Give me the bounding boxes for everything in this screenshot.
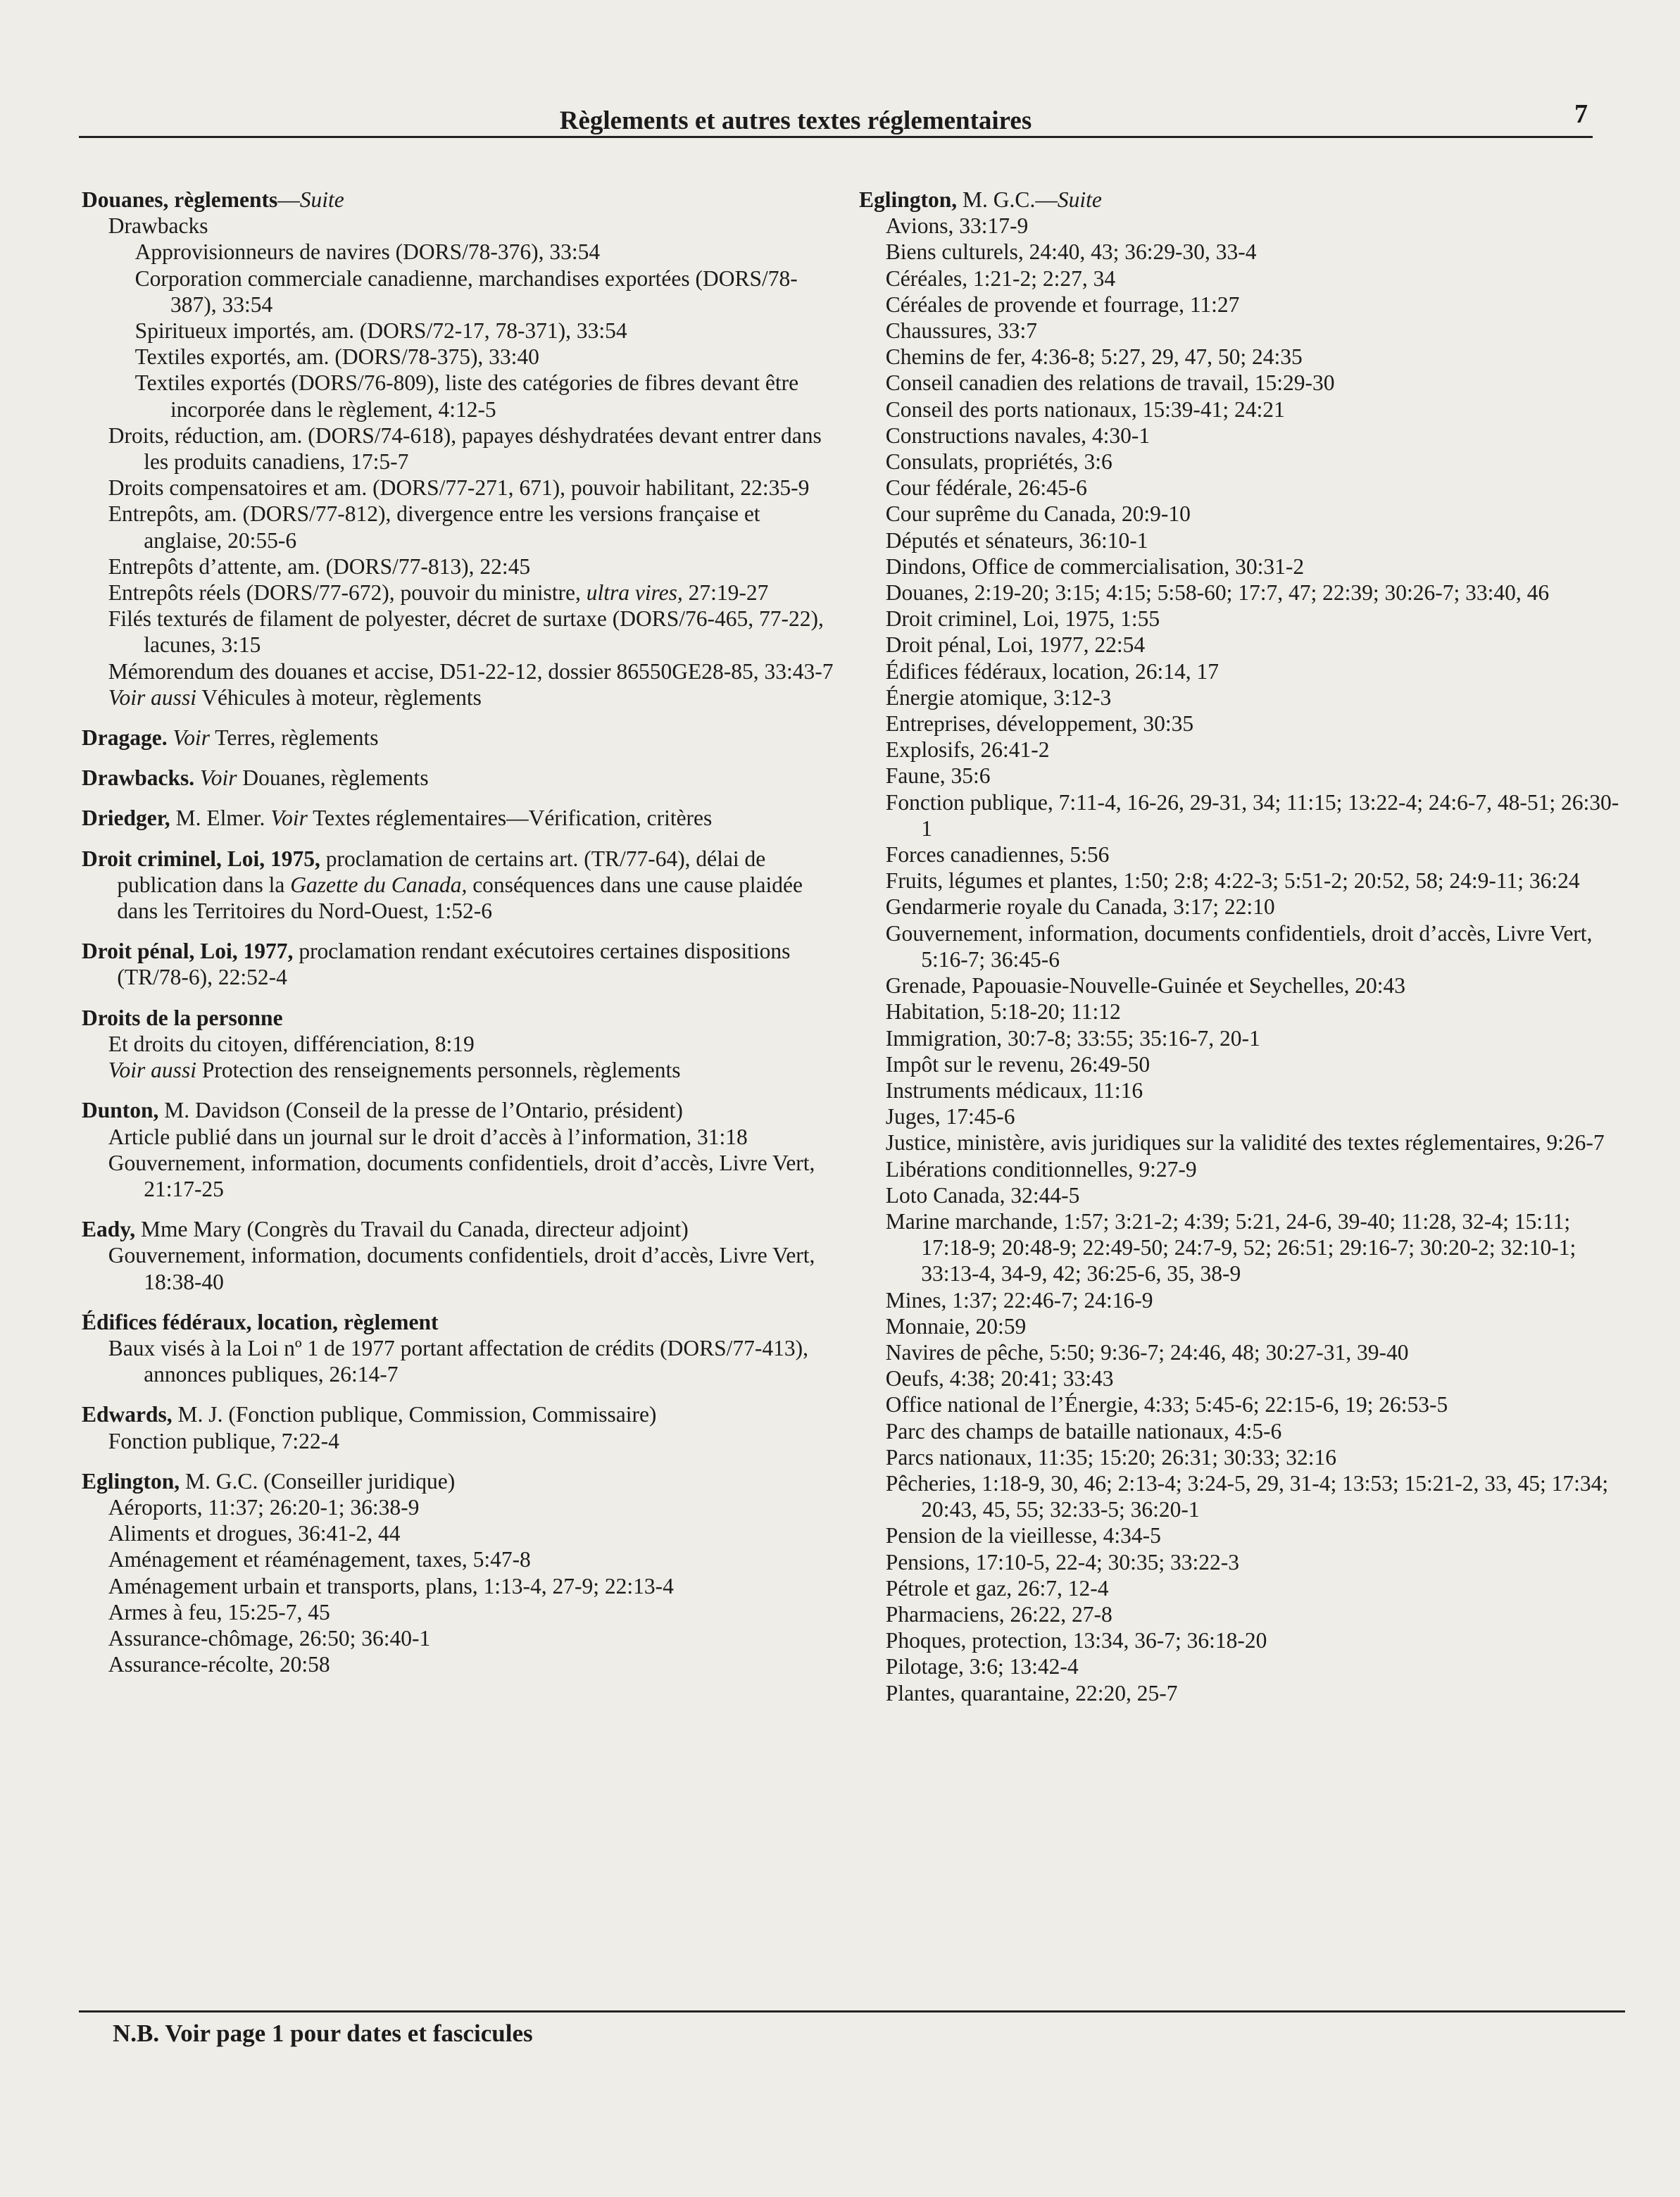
entry-text: M. G.C. (Conseiller juridique) — [180, 1468, 456, 1494]
entry-heading-text: Droit pénal, Loi, 1977, — [82, 939, 294, 964]
entry-text: proclamation de certains art. (TR/77-64), délai de publication dans la — [117, 846, 766, 897]
index-subentry — [886, 239, 1619, 265]
entry-text: M. J. (Fonction publique, Commission, Commissaire) — [172, 1402, 657, 1427]
entry-text: Aéroports, 11:37; 26:20-1; 36:38-9 — [108, 1494, 420, 1520]
index-subentry — [886, 920, 1619, 972]
entry-text: Forces canadiennes, 5:56 — [885, 842, 1110, 868]
entry-text: Fonction publique, 7:11-4, 16-26, 29-31, 34; 11:15; 13:22-4; 24:6-7, 48-51; 26:30-1 — [885, 789, 1619, 841]
index-subentry — [886, 1365, 1619, 1391]
entry-text: Chemins de fer, 4:36-8; 5:27, 29, 47, 50; 24:35 — [885, 344, 1303, 370]
entry-text: Constructions navales, 4:30-1 — [885, 423, 1151, 448]
index-subentry — [108, 684, 842, 711]
entry-text: Libérations conditionnelles, 9:27-9 — [885, 1156, 1197, 1182]
entry-italic-text: ultra vires, — [586, 580, 683, 606]
entry-text: Textiles exportés, am. (DORS/78-375), 33:40 — [134, 344, 539, 370]
index-subentry — [886, 292, 1619, 318]
entry-text: Terres, règlements — [209, 725, 379, 751]
index-subentry — [108, 1428, 842, 1454]
entry-text: Gouvernement, information, documents confidentiels, droit d’accès, Livre Vert, 5:16-7; 36:45-6 — [885, 920, 1593, 972]
entry-text: Droit criminel, Loi, 1975, 1:55 — [885, 606, 1160, 632]
entry-heading-text: Droit criminel, Loi, 1975, — [82, 846, 320, 871]
entry-text: Véhicules à moteur, règlements — [196, 684, 482, 710]
index-entry — [82, 1309, 842, 1388]
index-entry — [82, 805, 842, 831]
entry-heading-text: Douanes, règlements — [82, 187, 278, 212]
index-subentry — [135, 265, 842, 318]
entry-text: Approvisionneurs de navires (DORS/78-376), 33:54 — [134, 239, 601, 265]
entry-italic-text: Voir aussi — [108, 1058, 196, 1083]
entry-heading-text: Eglington, — [859, 187, 958, 212]
entry-text: Textiles exportés (DORS/76-809), liste des catégories de fibres devant être incorporée dans le règlement, 4:12-5 — [134, 370, 799, 422]
index-subentry — [886, 1444, 1619, 1470]
entry-text: Loto Canada, 32:44-5 — [885, 1182, 1080, 1208]
entry-heading-text: Edwards, — [82, 1402, 173, 1427]
index-subentry — [886, 527, 1619, 553]
index-entry — [82, 1005, 842, 1084]
index-subentry — [886, 763, 1619, 789]
entry-text: Droits compensatoires et am. (DORS/77-271, 671), pouvoir habilitant, 22:35-9 — [108, 475, 810, 501]
entry-text: Mme Mary (Congrès du Travail du Canada, directeur adjoint) — [135, 1217, 689, 1242]
entry-text: Spiritueux importés, am. (DORS/72-17, 78-371), 33:54 — [134, 318, 627, 344]
index-subentry — [108, 1599, 842, 1625]
entry-text: Gendarmerie royale du Canada, 3:17; 22:10 — [885, 894, 1275, 920]
index-subentry — [886, 423, 1619, 449]
entry-text: Impôt sur le revenu, 26:49-50 — [885, 1051, 1151, 1077]
index-subentry — [886, 1418, 1619, 1444]
entry-text: Dindons, Office de commercialisation, 30:31-2 — [885, 553, 1305, 579]
entry-text: 27:19-27 — [682, 580, 769, 606]
index-subentry — [886, 1680, 1619, 1706]
entry-text: Entrepôts réels (DORS/77-672), pouvoir du ministre, — [108, 580, 587, 606]
entry-text: Céréales, 1:21-2; 2:27, 34 — [885, 265, 1116, 291]
entry-text: Grenade, Papouasie-Nouvelle-Guinée et Seychelles, 20:43 — [885, 973, 1406, 999]
index-subentry — [886, 1051, 1619, 1077]
entry-text: M. Davidson (Conseil de la presse de l’Ontario, président) — [158, 1098, 683, 1123]
index-subentry — [886, 606, 1619, 632]
index-entry — [859, 187, 1619, 1706]
index-heading — [82, 805, 842, 831]
entry-text: Parcs nationaux, 11:35; 15:20; 26:31; 30:33; 32:16 — [885, 1444, 1336, 1470]
entry-text: Assurance-chômage, 26:50; 36:40-1 — [108, 1625, 431, 1651]
entry-text: Biens culturels, 24:40, 43; 36:29-30, 33-4 — [885, 239, 1257, 265]
index-subentry — [886, 1287, 1619, 1313]
index-subentry — [108, 1546, 842, 1572]
index-subentry — [108, 658, 842, 684]
index-subentry — [108, 501, 842, 553]
index-heading — [82, 1401, 842, 1427]
entry-text: Faune, 35:6 — [885, 763, 991, 789]
index-subentry — [886, 553, 1619, 580]
entry-text: Juges, 17:45-6 — [885, 1104, 1015, 1129]
index-heading — [82, 765, 842, 791]
index-subentry — [886, 1313, 1619, 1339]
index-subentry — [108, 553, 842, 580]
entry-heading-text: Eady, — [82, 1217, 136, 1242]
index-subentry — [135, 239, 842, 265]
entry-italic-text: Gazette du Canada, — [290, 872, 468, 897]
index-heading — [82, 725, 842, 751]
index-entry — [82, 846, 842, 925]
index-subentry — [886, 1103, 1619, 1129]
footnote: N.B. Voir page 1 pour dates et fascicules — [113, 2020, 533, 2047]
index-entry — [82, 1216, 842, 1295]
entry-text: Pilotage, 3:6; 13:42-4 — [885, 1654, 1079, 1679]
entry-text: Douanes, 2:19-20; 3:15; 4:15; 5:58-60; 17:7, 47; 22:39; 30:26-7; 33:40, 46 — [885, 580, 1550, 606]
index-subentry — [135, 318, 842, 344]
index-subentry — [108, 606, 842, 658]
index-heading — [82, 938, 842, 990]
entry-text: Armes à feu, 15:25-7, 45 — [108, 1599, 330, 1625]
entry-text: Députés et sénateurs, 36:10-1 — [885, 527, 1148, 553]
entry-text: Pétrole et gaz, 26:7, 12-4 — [885, 1575, 1109, 1601]
entry-text: Fruits, légumes et plantes, 1:50; 2:8; 4:22-3; 5:51-2; 20:52, 58; 24:9-11; 36:24 — [885, 868, 1580, 894]
index-subentry — [886, 999, 1619, 1025]
index-entry — [82, 1401, 842, 1453]
index-subentry — [886, 1601, 1619, 1627]
index-subentry — [886, 1182, 1619, 1208]
index-heading — [859, 187, 1619, 213]
entry-text: Pêcheries, 1:18-9, 30, 46; 2:13-4; 3:24-5, 29, 31-4; 13:53; 15:21-2, 33, 45; 17:34; 20:43, 45, 55; 32:33-5; 36:20-1 — [885, 1470, 1609, 1522]
index-heading — [82, 846, 842, 925]
index-subentry — [108, 1651, 842, 1677]
header-rule — [79, 136, 1593, 138]
index-subentry — [108, 1520, 842, 1546]
index-subentry — [135, 344, 842, 370]
entry-text: Mines, 1:37; 22:46-7; 24:16-9 — [885, 1287, 1153, 1313]
entry-text: Cour suprême du Canada, 20:9-10 — [885, 501, 1191, 527]
index-entry — [82, 765, 842, 791]
page-header-title: Règlements et autres textes réglementaires — [559, 106, 1032, 135]
index-subentry — [108, 1057, 842, 1083]
entry-text: Navires de pêche, 5:50; 9:36-7; 24:46, 48; 30:27-31, 39-40 — [885, 1339, 1409, 1365]
index-subentry — [886, 737, 1619, 763]
index-subentry — [886, 632, 1619, 658]
index-subentry — [886, 449, 1619, 475]
entry-text: Protection des renseignements personnels, règlements — [196, 1058, 681, 1083]
index-subentry — [108, 1625, 842, 1651]
entry-text: proclamation rendant exécutoires certaines dispositions (TR/78-6), 22:52-4 — [117, 939, 791, 990]
index-subentry — [886, 1627, 1619, 1653]
entry-heading-text: Driedger, — [82, 806, 170, 831]
footer-rule — [79, 2010, 1625, 2013]
entry-text: Céréales de provende et fourrage, 11:27 — [885, 292, 1240, 317]
entry-text: Phoques, protection, 13:34, 36-7; 36:18-20 — [885, 1628, 1267, 1653]
entry-text: Pension de la vieillesse, 4:34-5 — [885, 1523, 1161, 1548]
entry-heading-text: Eglington, — [82, 1468, 180, 1494]
index-heading — [82, 1005, 842, 1031]
index-subentry — [886, 1522, 1619, 1548]
entry-text: Consulats, propriétés, 3:6 — [885, 449, 1112, 475]
entry-heading-text: Dunton, — [82, 1098, 159, 1123]
index-heading — [82, 1216, 842, 1242]
index-subentry — [886, 501, 1619, 527]
index-heading — [82, 1097, 842, 1123]
index-subentry — [108, 1124, 842, 1150]
entry-text: Monnaie, 20:59 — [885, 1313, 1027, 1339]
index-subentry — [886, 1470, 1619, 1522]
index-subentry — [108, 1335, 842, 1387]
index-subentry — [886, 344, 1619, 370]
entry-text: Textes réglementaires—Vérification, critères — [307, 806, 713, 831]
index-column-right — [859, 187, 1619, 1706]
entry-text: Et droits du citoyen, différenciation, 8:19 — [108, 1031, 475, 1056]
index-subentry — [108, 1242, 842, 1294]
entry-text: Instruments médicaux, 11:16 — [885, 1077, 1143, 1103]
index-column-left — [82, 187, 842, 1677]
index-subentry — [886, 1077, 1619, 1103]
entry-text: conséquences dans une cause plaidée dans les Territoires du Nord-Ouest, 1:52-6 — [117, 872, 803, 924]
entry-text: Baux visés à la Loi nº 1 de 1977 portant affectation de crédits (DORS/77-413), annonces publiques, 26:14-7 — [108, 1335, 809, 1387]
index-subentry — [886, 1156, 1619, 1182]
index-subentry — [886, 1025, 1619, 1051]
index-subentry — [886, 318, 1619, 344]
entry-text: Mémorendum des douanes et accise, D51-22-12, dossier 86550GE28-85, 33:43-7 — [108, 658, 834, 684]
entry-text: Marine marchande, 1:57; 3:21-2; 4:39; 5:21, 24-6, 39-40; 11:28, 32-4; 15:11; 17:18-9; 20:48-9; 22:49-50; 24:7-9, 52; 26:51; 29:16-7; 30:20-2; 32:10-1; 33:13-4, 34-9, 42; 36:25-6, 35, 38-9 — [885, 1208, 1576, 1287]
index-subentry — [886, 972, 1619, 999]
index-subentry — [108, 1031, 842, 1057]
entry-text: Plantes, quarantaine, 22:20, 25-7 — [885, 1680, 1178, 1705]
index-subentry — [886, 396, 1619, 423]
entry-heading-text: Édifices fédéraux, location, règlement — [82, 1309, 439, 1334]
entry-text: Entreprises, développement, 30:35 — [885, 711, 1194, 737]
entry-text: Gouvernement, information, documents confidentiels, droit d’accès, Livre Vert, 21:17-25 — [108, 1150, 815, 1201]
index-subentry — [886, 1575, 1619, 1601]
entry-text: Conseil des ports nationaux, 15:39-41; 24:21 — [885, 396, 1285, 422]
entry-text: Avions, 33:17-9 — [885, 213, 1029, 239]
entry-text: Entrepôts, am. (DORS/77-812), divergence entre les versions française et anglaise, 20:55-6 — [108, 501, 760, 553]
index-subentry — [886, 841, 1619, 868]
entry-text: Habitation, 5:18-20; 11:12 — [885, 999, 1121, 1025]
entry-text: M. Elmer. — [170, 806, 271, 831]
index-subentry — [886, 789, 1619, 841]
entry-text: Entrepôts d’attente, am. (DORS/77-813), 22:45 — [108, 553, 531, 579]
entry-text: Droits, réduction, am. (DORS/74-618), papayes déshydratées devant entrer dans les produits canadiens, 17:5-7 — [108, 423, 822, 475]
entry-italic-text: Suite — [1057, 187, 1102, 212]
index-subentry — [886, 1129, 1619, 1156]
index-subentry — [886, 1339, 1619, 1365]
entry-text: Aménagement et réaménagement, taxes, 5:47-8 — [108, 1547, 531, 1572]
entry-text: Justice, ministère, avis juridiques sur la validité des textes réglementaires, 9:26-7 — [885, 1130, 1605, 1156]
entry-italic-text: Voir — [173, 725, 210, 751]
index-subentry — [108, 1150, 842, 1202]
index-subentry — [108, 1494, 842, 1520]
index-subentry — [886, 868, 1619, 894]
index-subentry — [886, 1549, 1619, 1575]
entry-italic-text: Voir — [270, 806, 308, 831]
entry-text — [194, 765, 200, 790]
index-subentry — [886, 894, 1619, 920]
entry-text: Drawbacks — [108, 213, 208, 239]
index-subentry — [886, 1391, 1619, 1417]
index-subentry — [108, 1573, 842, 1599]
index-entry — [82, 1097, 842, 1202]
entry-text: Corporation commerciale canadienne, marchandises exportées (DORS/78-387), 33:54 — [134, 265, 798, 317]
index-subentry — [886, 213, 1619, 239]
entry-text: Chaussures, 33:7 — [885, 318, 1038, 344]
index-subentry — [108, 213, 842, 239]
entry-heading-text: Droits de la personne — [82, 1005, 283, 1030]
page-number: 7 — [1574, 99, 1588, 129]
entry-text: Énergie atomique, 3:12-3 — [885, 684, 1112, 710]
index-subentry — [108, 423, 842, 475]
index-subentry — [886, 265, 1619, 292]
entry-text: Aménagement urbain et transports, plans, 1:13-4, 27-9; 22:13-4 — [108, 1573, 674, 1598]
entry-text: Filés texturés de filament de polyester, décret de surtaxe (DORS/76-465, 77-22), lacunes, 3:15 — [108, 606, 824, 658]
entry-text: Conseil canadien des relations de travail, 15:29-30 — [885, 370, 1335, 396]
index-subentry — [886, 711, 1619, 737]
entry-text: — — [277, 187, 300, 212]
entry-italic-text: Suite — [299, 187, 344, 212]
index-subentry — [886, 1653, 1619, 1679]
entry-text: Explosifs, 26:41-2 — [885, 737, 1050, 763]
entry-text: Droit pénal, Loi, 1977, 22:54 — [885, 632, 1146, 658]
index-subentry — [108, 580, 842, 606]
index-subentry — [886, 580, 1619, 606]
entry-text: Douanes, règlements — [237, 765, 429, 791]
entry-text: Aliments et drogues, 36:41-2, 44 — [108, 1521, 401, 1546]
entry-text: M. G.C.— — [957, 187, 1058, 212]
index-entry — [82, 187, 842, 711]
index-heading — [82, 1309, 842, 1335]
entry-heading-text: Dragage. — [82, 725, 168, 751]
entry-italic-text: Voir aussi — [108, 684, 196, 710]
index-subentry — [135, 370, 842, 422]
entry-text: Gouvernement, information, documents confidentiels, droit d’accès, Livre Vert, 18:38-40 — [108, 1243, 815, 1294]
entry-text: Pensions, 17:10-5, 22-4; 30:35; 33:22-3 — [885, 1549, 1240, 1575]
index-heading — [82, 1468, 842, 1494]
index-subentry — [886, 475, 1619, 501]
index-subentry — [886, 1208, 1619, 1287]
entry-heading-text: Drawbacks. — [82, 765, 195, 791]
entry-text: Assurance-récolte, 20:58 — [108, 1652, 330, 1677]
entry-text: Immigration, 30:7-8; 33:55; 35:16-7, 20-1 — [885, 1025, 1260, 1051]
index-subentry — [886, 684, 1619, 711]
entry-text: Article publié dans un journal sur le droit d’accès à l’information, 31:18 — [108, 1124, 748, 1149]
index-heading — [82, 187, 842, 213]
index-entry — [82, 1468, 842, 1678]
entry-italic-text: Voir — [200, 765, 237, 791]
entry-text: Pharmaciens, 26:22, 27-8 — [885, 1601, 1112, 1627]
entry-text: Oeufs, 4:38; 20:41; 33:43 — [885, 1366, 1114, 1391]
index-subentry — [108, 475, 842, 501]
entry-text: Office national de l’Énergie, 4:33; 5:45-6; 22:15-6, 19; 26:53-5 — [885, 1392, 1448, 1417]
entry-text: Fonction publique, 7:22-4 — [108, 1428, 339, 1453]
entry-text: Parc des champs de bataille nationaux, 4:5-6 — [885, 1418, 1282, 1444]
entry-text: Édifices fédéraux, location, 26:14, 17 — [885, 658, 1220, 684]
index-subentry — [886, 370, 1619, 396]
index-entry — [82, 938, 842, 990]
index-subentry — [886, 658, 1619, 684]
entry-text: Cour fédérale, 26:45-6 — [885, 475, 1087, 501]
index-entry — [82, 725, 842, 751]
